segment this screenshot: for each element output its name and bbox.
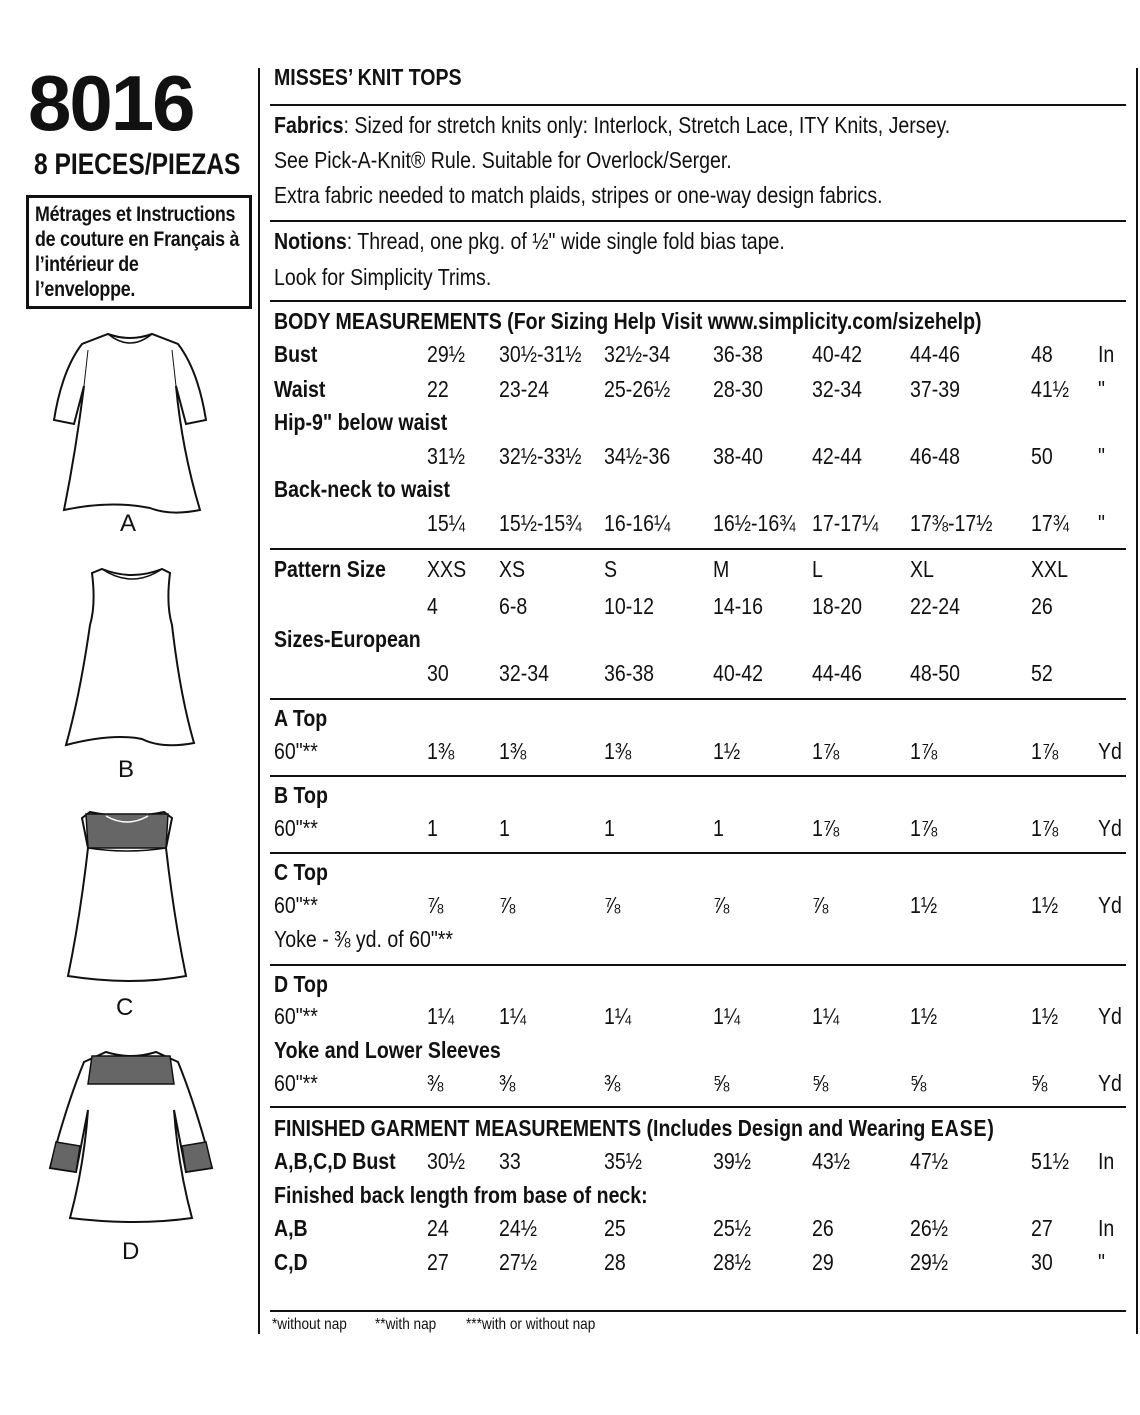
table-cell: 25	[604, 1215, 626, 1241]
fabrics-line-2: See Pick-A-Knit® Rule. Suitable for Overlock/Serger.	[274, 147, 732, 173]
table-cell: 26½	[910, 1215, 949, 1241]
table-cell: 15¼	[427, 510, 466, 536]
table-cell: 17⅜-17½	[910, 510, 993, 536]
table-cell: 4	[427, 593, 438, 619]
table-cell: 1⅜	[499, 738, 527, 764]
table-cell: ⅞	[499, 892, 516, 918]
table-cell: 1¼	[713, 1003, 741, 1029]
table-cell: 1½	[910, 1003, 938, 1029]
table-cell: 35½	[604, 1148, 643, 1174]
unit-label: Yd	[1098, 1070, 1122, 1096]
table-cell: 27	[427, 1249, 449, 1275]
view-d-illustration	[46, 1046, 216, 1226]
table-cell: 46-48	[910, 443, 961, 469]
fabric-width-label: 60"**	[274, 1003, 318, 1029]
yoke-lower-sleeves-label: Yoke and Lower Sleeves	[274, 1037, 501, 1063]
fabrics-line-1	[274, 112, 950, 139]
table-cell: ⅞	[713, 892, 730, 918]
table-cell: 1	[713, 815, 724, 841]
fabrics-text: : Sized for stretch knits only: Interlock, Stretch Lace, ITY Knits, Jersey.	[343, 112, 951, 138]
row-label-ab: A,B	[274, 1215, 308, 1241]
view-d-label: D	[122, 1238, 140, 1265]
table-cell: 1⅜	[427, 738, 455, 764]
table-cell: 30½	[427, 1148, 466, 1174]
table-cell: 30½-31½	[499, 341, 582, 367]
row-label-hip: Hip-9" below waist	[274, 409, 448, 435]
footnote-without-nap: *without nap	[272, 1316, 347, 1333]
finished-measurements-heading: FINISHED GARMENT MEASUREMENTS (Includes Design and Wearing EASE)	[274, 1115, 995, 1141]
divider	[270, 1106, 1126, 1108]
unit-label: In	[1098, 1215, 1115, 1241]
fabric-width-label: 60"**	[274, 738, 318, 764]
french-note-line: Métrages et Instructions	[35, 203, 236, 226]
table-cell: 51½	[1031, 1148, 1070, 1174]
table-cell: 48	[1031, 341, 1053, 367]
table-cell: 39½	[713, 1148, 752, 1174]
table-cell: L	[812, 556, 823, 582]
view-c-heading: C Top	[274, 859, 328, 885]
unit-label: Yd	[1098, 1003, 1122, 1029]
table-cell: 29	[812, 1249, 834, 1275]
finished-back-length-label: Finished back length from base of neck:	[274, 1182, 648, 1208]
view-a-heading: A Top	[274, 705, 328, 731]
divider	[270, 964, 1126, 966]
table-cell: ⅞	[427, 892, 444, 918]
table-cell: 16½-16¾	[713, 510, 796, 536]
fabric-width-label: 60"**	[274, 892, 318, 918]
table-cell: 1	[499, 815, 510, 841]
table-cell: 14-16	[713, 593, 764, 619]
french-note-line: l’intérieur de	[35, 253, 139, 276]
table-cell: 1½	[1031, 892, 1059, 918]
table-cell: XL	[910, 556, 934, 582]
table-cell: 24	[427, 1215, 449, 1241]
table-cell: 1¼	[427, 1003, 455, 1029]
view-c-illustration	[62, 808, 192, 983]
table-cell: ⅝	[910, 1070, 927, 1096]
unit-label: Yd	[1098, 892, 1122, 918]
row-label-bust: Bust	[274, 341, 318, 367]
table-cell: 32½-34	[604, 341, 671, 367]
table-cell: ⅞	[604, 892, 621, 918]
row-label-waist: Waist	[274, 376, 326, 402]
table-cell: 44-46	[910, 341, 961, 367]
table-cell: ⅜	[499, 1070, 516, 1096]
table-cell: 1⅞	[812, 738, 840, 764]
table-cell: XXS	[427, 556, 467, 582]
fabric-width-label: 60"**	[274, 1070, 318, 1096]
table-cell: 6-8	[499, 593, 528, 619]
table-cell: 30	[1031, 1249, 1053, 1275]
footnote-with-or-without-nap: ***with or without nap	[466, 1316, 596, 1333]
divider	[270, 1310, 1126, 1312]
table-cell: 25-26½	[604, 376, 671, 402]
table-cell: 1½	[1031, 1003, 1059, 1029]
view-b-illustration	[62, 565, 202, 750]
divider	[270, 852, 1126, 854]
table-cell: 42-44	[812, 443, 863, 469]
table-cell: ⅜	[427, 1070, 444, 1096]
view-a-illustration	[50, 330, 210, 520]
table-cell: 1¼	[604, 1003, 632, 1029]
ease-label: EASE)	[930, 1115, 995, 1141]
table-cell: 22	[427, 376, 449, 402]
table-cell: 10-12	[604, 593, 655, 619]
table-cell: 52	[1031, 660, 1053, 686]
notions-label: Notions	[274, 228, 347, 254]
table-cell: S	[604, 556, 618, 582]
unit-label: "	[1098, 510, 1105, 536]
table-cell: 32-34	[812, 376, 863, 402]
table-cell: 29½	[427, 341, 466, 367]
notions-line-2: Look for Simplicity Trims.	[274, 264, 492, 290]
table-cell: ⅝	[1031, 1070, 1048, 1096]
fabrics-line-3: Extra fabric needed to match plaids, stripes or one-way design fabrics.	[274, 182, 883, 208]
footnote-with-nap: **with nap	[375, 1316, 437, 1333]
table-cell: 1⅜	[604, 738, 632, 764]
table-cell: 1¼	[499, 1003, 527, 1029]
table-cell: 28	[604, 1249, 626, 1275]
view-d-heading: D Top	[274, 971, 328, 997]
fabric-width-label: 60"**	[274, 815, 318, 841]
table-cell: 36-38	[713, 341, 764, 367]
table-cell: 40-42	[713, 660, 764, 686]
pieces-count: 8 PIECES/PIEZAS	[34, 148, 241, 181]
table-cell: 37-39	[910, 376, 961, 402]
unit-label: Yd	[1098, 738, 1122, 764]
table-cell: 40-42	[812, 341, 863, 367]
french-note-line: de couture en Français à	[35, 228, 240, 251]
table-cell: 1⅞	[1031, 815, 1059, 841]
table-cell: 29½	[910, 1249, 949, 1275]
table-cell: 48-50	[910, 660, 961, 686]
table-cell: 31½	[427, 443, 466, 469]
divider	[270, 104, 1126, 106]
table-cell: 28-30	[713, 376, 764, 402]
table-cell: 47½	[910, 1148, 949, 1174]
table-cell: 43½	[812, 1148, 851, 1174]
table-cell: M	[713, 556, 730, 582]
page-title: MISSES’ KNIT TOPS	[274, 64, 462, 90]
table-cell: 34½-36	[604, 443, 671, 469]
unit-label: "	[1098, 443, 1105, 469]
table-cell: 1⅞	[910, 738, 938, 764]
table-cell: 1½	[713, 738, 741, 764]
table-cell: ⅝	[812, 1070, 829, 1096]
table-cell: 1½	[910, 892, 938, 918]
divider	[270, 300, 1126, 302]
table-cell: 38-40	[713, 443, 764, 469]
fabrics-label: Fabrics	[274, 112, 344, 138]
french-note-line: l’enveloppe.	[35, 278, 136, 301]
view-b-heading: B Top	[274, 782, 328, 808]
view-c-label: C	[116, 994, 134, 1021]
table-cell: 15½-15¾	[499, 510, 582, 536]
table-cell: 27½	[499, 1249, 538, 1275]
notions-line-1	[274, 228, 785, 255]
table-cell: 30	[427, 660, 449, 686]
unit-label: Yd	[1098, 815, 1122, 841]
french-note-box	[26, 195, 252, 309]
body-measurements-heading: BODY MEASUREMENTS (For Sizing Help Visit www.simplicity.com/sizehelp)	[274, 308, 982, 334]
table-cell: 1	[427, 815, 438, 841]
unit-label: "	[1098, 376, 1105, 402]
table-cell: 17¾	[1031, 510, 1070, 536]
row-label-finished-bust: A,B,C,D Bust	[274, 1148, 396, 1174]
table-cell: 44-46	[812, 660, 863, 686]
table-cell: 1	[604, 815, 615, 841]
table-cell: 26	[812, 1215, 834, 1241]
unit-label: "	[1098, 1249, 1105, 1275]
table-cell: 22-24	[910, 593, 961, 619]
row-label-cd: C,D	[274, 1249, 308, 1275]
table-cell: 16-16¼	[604, 510, 671, 536]
unit-label: In	[1098, 341, 1115, 367]
table-cell: 33	[499, 1148, 521, 1174]
table-cell: ⅜	[604, 1070, 621, 1096]
table-cell: 32½-33½	[499, 443, 582, 469]
table-cell: 50	[1031, 443, 1053, 469]
pattern-number: 8016	[28, 59, 194, 147]
vertical-divider	[258, 68, 260, 1334]
table-cell: 1¼	[812, 1003, 840, 1029]
table-cell: 28½	[713, 1249, 752, 1275]
row-label-pattern-size: Pattern Size	[274, 556, 386, 582]
table-cell: XXL	[1031, 556, 1068, 582]
divider	[270, 548, 1126, 550]
table-cell: 18-20	[812, 593, 863, 619]
table-cell: 23-24	[499, 376, 550, 402]
table-cell: ⅝	[713, 1070, 730, 1096]
table-cell: 32-34	[499, 660, 550, 686]
divider	[270, 698, 1126, 700]
divider	[270, 775, 1126, 777]
table-cell: 27	[1031, 1215, 1053, 1241]
row-label-sizes-european: Sizes-European	[274, 626, 421, 652]
table-cell: 1⅞	[910, 815, 938, 841]
view-a-label: A	[120, 510, 137, 537]
table-cell: 26	[1031, 593, 1053, 619]
yoke-note: Yoke - ⅜ yd. of 60"**	[274, 926, 454, 952]
notions-text: : Thread, one pkg. of ½" wide single fold bias tape.	[346, 228, 785, 254]
table-cell: 25½	[713, 1215, 752, 1241]
unit-label: In	[1098, 1148, 1115, 1174]
right-border	[1136, 68, 1138, 1334]
divider	[270, 220, 1126, 222]
table-cell: 1⅞	[1031, 738, 1059, 764]
table-cell: 24½	[499, 1215, 538, 1241]
row-label-back-neck: Back-neck to waist	[274, 476, 451, 502]
table-cell: 17-17¼	[812, 510, 879, 536]
table-cell: 36-38	[604, 660, 655, 686]
table-cell: ⅞	[812, 892, 829, 918]
table-cell: 41½	[1031, 376, 1070, 402]
view-b-label: B	[118, 756, 135, 783]
table-cell: 1⅞	[812, 815, 840, 841]
table-cell: XS	[499, 556, 526, 582]
